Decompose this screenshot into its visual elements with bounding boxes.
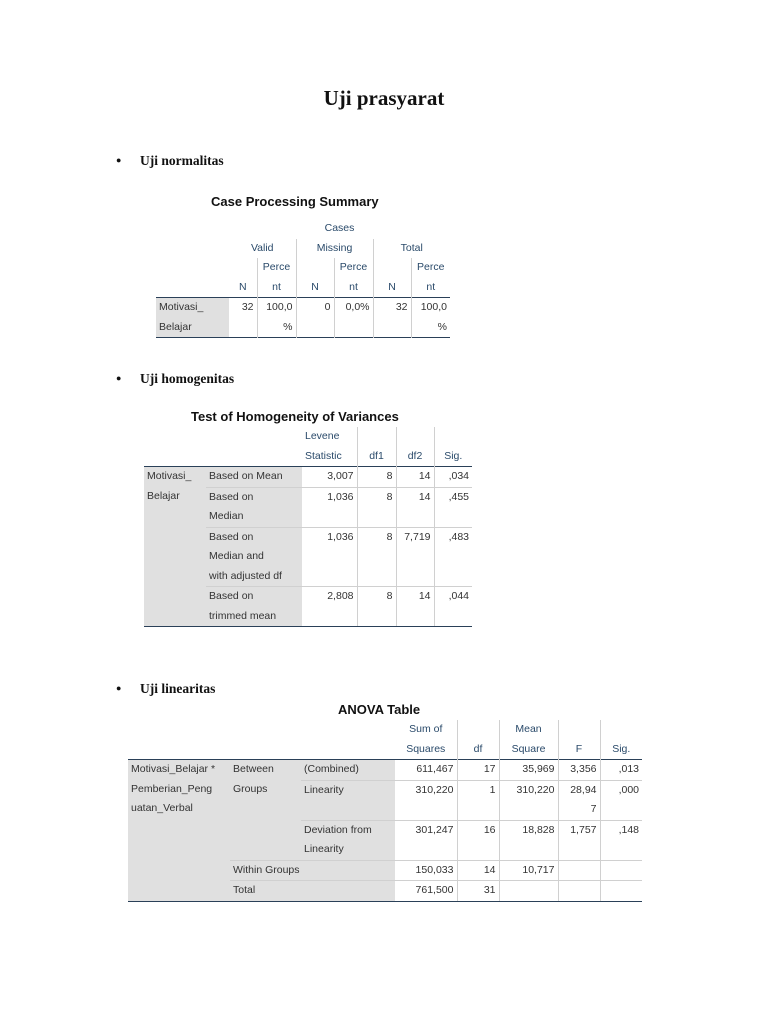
bullet-icon: ● [116, 373, 122, 383]
df-value: 31 [457, 881, 499, 902]
df1-value: 8 [357, 587, 396, 627]
ms-value: 310,220 [499, 780, 558, 820]
df-value: 14 [457, 860, 499, 881]
row-label: Total [230, 881, 395, 902]
row-label: Based on Median and with adjusted df [206, 527, 302, 587]
levene-value: 2,808 [302, 587, 357, 627]
section-normalitas [116, 153, 224, 169]
row-label: Within Groups [230, 860, 395, 881]
variable-label: Motivasi_ Belajar [144, 467, 206, 627]
df2-value: 14 [396, 487, 434, 527]
variable-label: Motivasi_Belajar * Pemberian_Peng uatan_Verbal [128, 760, 230, 902]
df2-value: 7,719 [396, 527, 434, 587]
row-label: Deviation from Linearity [301, 820, 395, 860]
section-label: Uji linearitas [140, 681, 216, 696]
col-df2: df2 [396, 427, 434, 467]
table-row [144, 467, 472, 488]
total-percent: 100,0 % [411, 298, 450, 338]
levene-value: 1,036 [302, 487, 357, 527]
col-percent-valid: Perce nt [257, 258, 296, 298]
f-value: 28,94 7 [558, 780, 600, 820]
between-groups-label: Between Groups [230, 760, 301, 861]
col-mean-square: Mean Square [499, 720, 558, 760]
total-header: Total [400, 241, 423, 254]
ss-value: 301,247 [395, 820, 457, 860]
sig-value: ,000 [600, 780, 642, 820]
df1-value: 8 [357, 527, 396, 587]
row-label: Motivasi_ Belajar [156, 298, 229, 338]
col-percent-total: Perce nt [417, 261, 445, 293]
col-levene: Levene Statistic [302, 427, 357, 467]
sig-value: ,455 [434, 487, 472, 527]
sig-value: ,044 [434, 587, 472, 627]
case-processing-table [156, 219, 450, 338]
row-label: Linearity [301, 780, 395, 820]
col-f: F [558, 720, 600, 760]
sig-value: ,148 [600, 820, 642, 860]
sig-value: ,013 [600, 760, 642, 781]
col-n-valid: N [229, 258, 257, 298]
homogeneity-table [144, 427, 472, 627]
valid-header: Valid [229, 239, 296, 259]
ms-value: 18,828 [499, 820, 558, 860]
valid-percent: 100,0 % [257, 298, 296, 338]
ss-value: 761,500 [395, 881, 457, 902]
anova-title: ANOVA Table [338, 702, 421, 717]
col-df1: df1 [357, 427, 396, 467]
table-row [128, 760, 642, 781]
missing-percent: 0,0% [334, 298, 373, 338]
levene-value: 3,007 [302, 467, 357, 488]
row-label: Based on Mean [206, 467, 302, 488]
row-label: Based on Median [206, 487, 302, 527]
missing-header: Missing [296, 239, 373, 259]
col-sum-of-squares: Sum of Squares [395, 720, 457, 760]
levene-value: 1,036 [302, 527, 357, 587]
df-value: 17 [457, 760, 499, 781]
cases-header: Cases [324, 222, 355, 234]
f-value: 1,757 [558, 820, 600, 860]
section-label: Uji homogenitas [140, 371, 235, 386]
missing-n: 0 [296, 298, 334, 338]
df-value: 16 [457, 820, 499, 860]
col-n-total: N [373, 258, 411, 298]
anova-table [128, 720, 642, 902]
section-label: Uji normalitas [140, 153, 224, 168]
case-processing-title: Case Processing Summary [211, 194, 379, 209]
sig-value: ,483 [434, 527, 472, 587]
col-sig: Sig. [612, 742, 631, 755]
f-value: 3,356 [558, 760, 600, 781]
df2-value: 14 [396, 467, 434, 488]
row-label: (Combined) [301, 760, 395, 781]
page-title: Uji prasyarat [323, 86, 445, 110]
homogeneity-title: Test of Homogeneity of Variances [191, 409, 399, 424]
col-n-missing: N [296, 258, 334, 298]
df1-value: 8 [357, 487, 396, 527]
section-linearitas [116, 681, 215, 697]
bullet-icon: ● [116, 155, 122, 165]
ms-value: 35,969 [499, 760, 558, 781]
bullet-icon: ● [116, 683, 122, 693]
ss-value: 611,467 [395, 760, 457, 781]
ms-value: 10,717 [499, 860, 558, 881]
section-homogenitas [116, 371, 234, 387]
df2-value: 14 [396, 587, 434, 627]
df1-value: 8 [357, 467, 396, 488]
row-label: Based on trimmed mean [206, 587, 302, 627]
col-sig: Sig. [444, 449, 463, 462]
col-percent-missing: Perce nt [334, 258, 373, 298]
ss-value: 310,220 [395, 780, 457, 820]
col-df: df [457, 720, 499, 760]
valid-n: 32 [229, 298, 257, 338]
table-row [156, 298, 450, 338]
ss-value: 150,033 [395, 860, 457, 881]
df-value: 1 [457, 780, 499, 820]
sig-value: ,034 [434, 467, 472, 488]
total-n: 32 [373, 298, 411, 338]
